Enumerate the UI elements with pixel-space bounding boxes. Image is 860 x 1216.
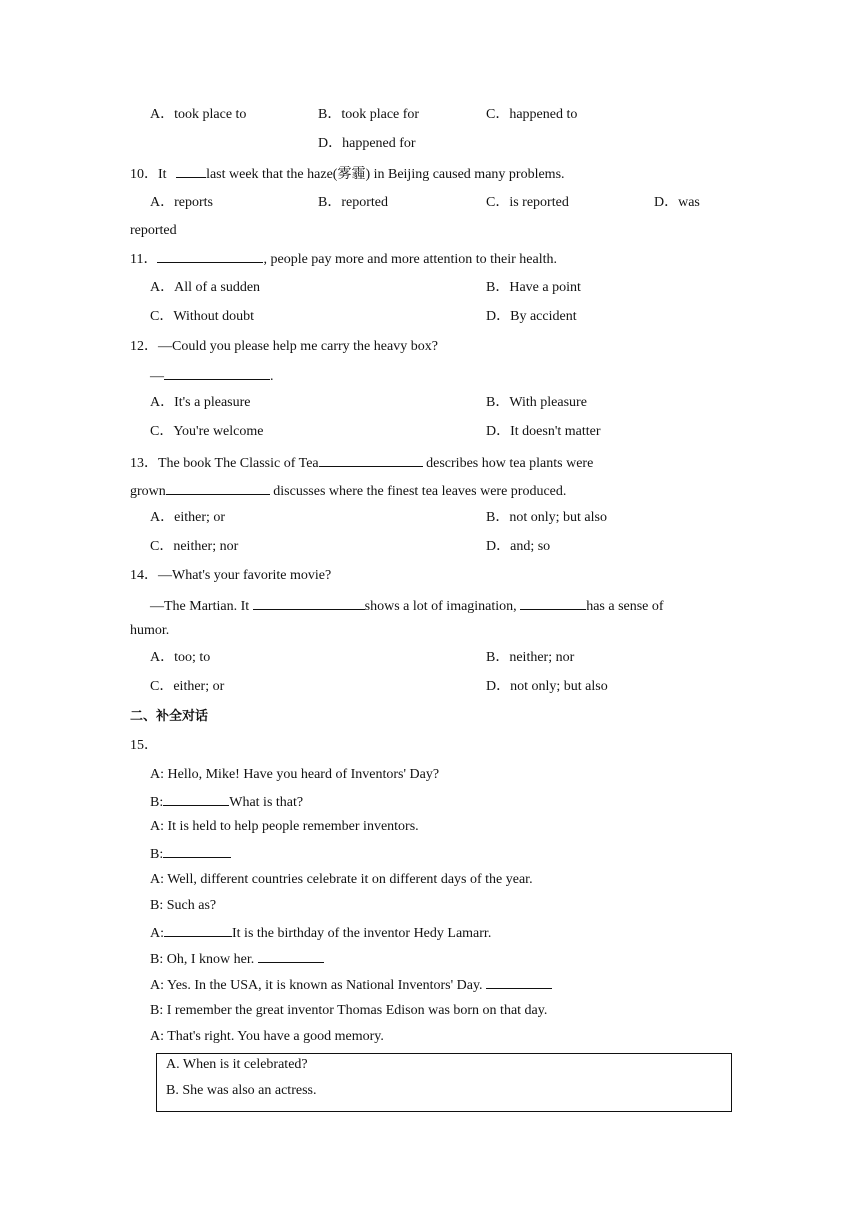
q9-option-b[interactable]: B．took place for — [318, 107, 420, 122]
q13-text-1: 13．The book The Classic of Tea — [130, 456, 319, 471]
q14-option-b[interactable]: B．neither; nor — [486, 650, 575, 665]
q13-text-2: describes how tea plants were — [426, 456, 594, 471]
answer-blank[interactable] — [163, 844, 231, 858]
dialogue-line-11: A: That's right. You have a good memory. — [150, 1029, 384, 1044]
q14-option-d[interactable]: D．not only; but also — [486, 679, 608, 694]
question-10-text: last week that the haze(雾霾) in Beijing caused many problems. — [206, 167, 565, 182]
q12-option-a[interactable]: A．It's a pleasure — [150, 395, 251, 410]
q13-option-a[interactable]: A．either; or — [150, 510, 226, 525]
dialogue-text: It is the birthday of the inventor Hedy Lamarr. — [232, 926, 492, 941]
answer-blank[interactable] — [486, 975, 552, 989]
question-13-stem-cont — [130, 481, 566, 501]
q11-option-d[interactable]: D．By accident — [486, 309, 577, 324]
q12-option-d[interactable]: D．It doesn't matter — [486, 424, 601, 439]
q14-text-2: shows a lot of imagination, — [364, 599, 517, 614]
q13-option-d[interactable]: D．and; so — [486, 539, 551, 554]
q13-option-c[interactable]: C．neither; nor — [150, 539, 239, 554]
question-12-stem: 12．—Could you please help me carry the heavy box? — [130, 339, 438, 354]
dialogue-line-4 — [150, 844, 231, 864]
answer-blank[interactable] — [163, 792, 229, 806]
q14-option-a[interactable]: A．too; to — [150, 650, 211, 665]
dialogue-line-3: A: It is held to help people remember inventors. — [150, 819, 419, 834]
dialogue-line-7 — [150, 923, 491, 943]
speaker-b: B: — [150, 795, 164, 810]
dash: — — [150, 369, 164, 384]
dialogue-line-8 — [150, 949, 324, 969]
box-option-a: A. When is it celebrated? — [166, 1057, 308, 1072]
q13-text-4: discusses where the finest tea leaves were produced. — [273, 484, 567, 499]
q14-option-c[interactable]: C．either; or — [150, 679, 225, 694]
question-12-response — [150, 366, 274, 386]
box-option-b: B. She was also an actress. — [166, 1083, 317, 1098]
q11-option-a[interactable]: A．All of a sudden — [150, 280, 261, 295]
q12-option-b[interactable]: B．With pleasure — [486, 395, 587, 410]
dialogue-line-9 — [150, 975, 552, 995]
question-14-stem: 14．—What's your favorite movie? — [130, 568, 332, 583]
q10-option-d[interactable]: D．was — [654, 195, 700, 210]
q9-option-d[interactable]: D．happened for — [318, 136, 416, 151]
dialogue-text: What is that? — [229, 795, 304, 810]
answer-blank — [253, 596, 365, 610]
q10-option-b[interactable]: B．reported — [318, 195, 388, 210]
question-10-stem — [130, 164, 565, 184]
dialogue-line-2 — [150, 792, 303, 812]
q14-text-3: has a sense of — [586, 599, 664, 614]
q12-option-c[interactable]: C．You're welcome — [150, 424, 264, 439]
q13-text-3: grown — [130, 484, 166, 499]
answer-blank — [176, 164, 206, 178]
period: . — [270, 369, 274, 384]
question-11-stem — [130, 249, 557, 269]
speaker-a: A: — [150, 926, 164, 941]
answer-blank — [157, 249, 263, 263]
speaker-b: B: — [150, 847, 164, 862]
answer-blank[interactable] — [164, 923, 232, 937]
q10-option-d-continued: reported — [130, 223, 177, 238]
q10-option-c[interactable]: C．is reported — [486, 195, 569, 210]
q9-option-c[interactable]: C．happened to — [486, 107, 578, 122]
answer-blank — [164, 366, 270, 380]
answer-blank — [319, 453, 423, 467]
q10-option-a[interactable]: A．reports — [150, 195, 213, 210]
q11-option-b[interactable]: B．Have a point — [486, 280, 581, 295]
question-11-number: 11． — [130, 252, 158, 267]
answer-blank[interactable] — [258, 949, 324, 963]
question-15-number: 15． — [130, 738, 158, 753]
q13-option-b[interactable]: B．not only; but also — [486, 510, 607, 525]
answer-blank — [166, 481, 270, 495]
q9-option-a[interactable]: A．took place to — [150, 107, 247, 122]
question-14-answer-cont: humor. — [130, 623, 170, 638]
section-title: 二、补全对话 — [130, 709, 209, 724]
question-11-text: , people pay more and more attention to their health. — [263, 252, 557, 267]
dialogue-line-6: B: Such as? — [150, 898, 217, 913]
q11-option-c[interactable]: C．Without doubt — [150, 309, 255, 324]
dialogue-line-10: B: I remember the great inventor Thomas Edison was born on that day. — [150, 1003, 548, 1018]
question-14-answer — [150, 596, 664, 616]
answer-blank — [520, 596, 586, 610]
question-10-number: 10．It — [130, 167, 167, 182]
dialogue-line-5: A: Well, different countries celebrate it on different days of the year. — [150, 872, 533, 887]
dialogue-text: B: Oh, I know her. — [150, 952, 255, 967]
dialogue-line-1: A: Hello, Mike! Have you heard of Inventors' Day? — [150, 767, 440, 782]
question-13-stem — [130, 453, 593, 473]
dialogue-text: A: Yes. In the USA, it is known as National Inventors' Day. — [150, 978, 483, 993]
q14-text-1: —The Martian. It — [150, 599, 250, 614]
